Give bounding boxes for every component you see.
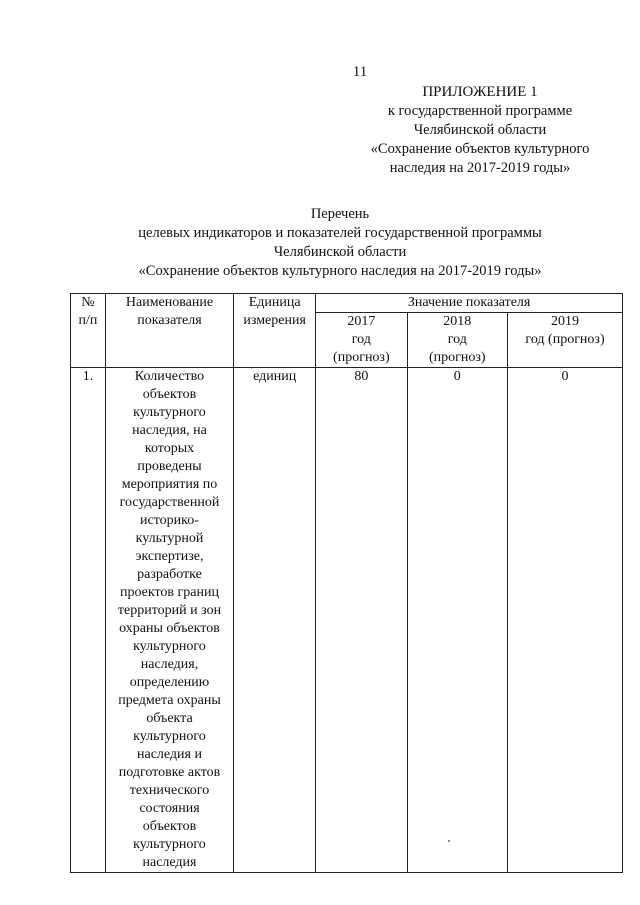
document-title-line: «Сохранение объектов культурного наследия на 2017-2019 годы»	[138, 263, 542, 279]
header-year-2017: 2017 год (прогноз)	[316, 313, 407, 368]
row-name: Количество объектов культурного наследия, на которых проведены мероприятия по государственной историко- культурной экспертизе, разработке проектов границ территорий и зон охраны объектов культурного наследия, определению предмета охраны объекта культурного наследия и подготовке актов технического состояния объектов культурного наследия	[105, 368, 233, 873]
page-number: 11	[352, 64, 368, 80]
header-unit: Единица измерения	[234, 294, 316, 368]
indicators-table	[70, 293, 623, 873]
appendix-title: ПРИЛОЖЕНИЕ 1	[422, 84, 538, 100]
row-value-2017: 80	[316, 368, 407, 873]
table-row	[71, 368, 623, 873]
document-title-line: целевых индикаторов и показателей государственной программы	[138, 225, 542, 241]
header-year-2019: 2019 год (прогноз)	[508, 313, 623, 368]
appendix-line: к государственной программе	[387, 103, 573, 119]
appendix-line: Челябинской области	[413, 122, 547, 138]
header-number: № п/п	[71, 294, 106, 368]
document-title-line: Перечень	[310, 206, 370, 222]
row-unit: единиц	[234, 368, 316, 873]
header-value-group: Значение показателя	[316, 294, 623, 313]
header-year-2018: 2018 год (прогноз)	[407, 313, 508, 368]
row-value-2018: 0	[407, 368, 508, 873]
document-title	[60, 205, 620, 281]
row-number: 1.	[71, 368, 106, 873]
appendix-line: «Сохранение объектов культурного	[370, 141, 590, 157]
header-name: Наименование показателя	[105, 294, 233, 368]
row-value-2019: 0	[508, 368, 623, 873]
scan-speck	[448, 840, 450, 842]
appendix-line: наследия на 2017-2019 годы»	[389, 160, 571, 176]
table-header-row	[71, 294, 623, 313]
appendix-block	[340, 83, 620, 178]
document-title-line: Челябинской области	[273, 244, 407, 260]
